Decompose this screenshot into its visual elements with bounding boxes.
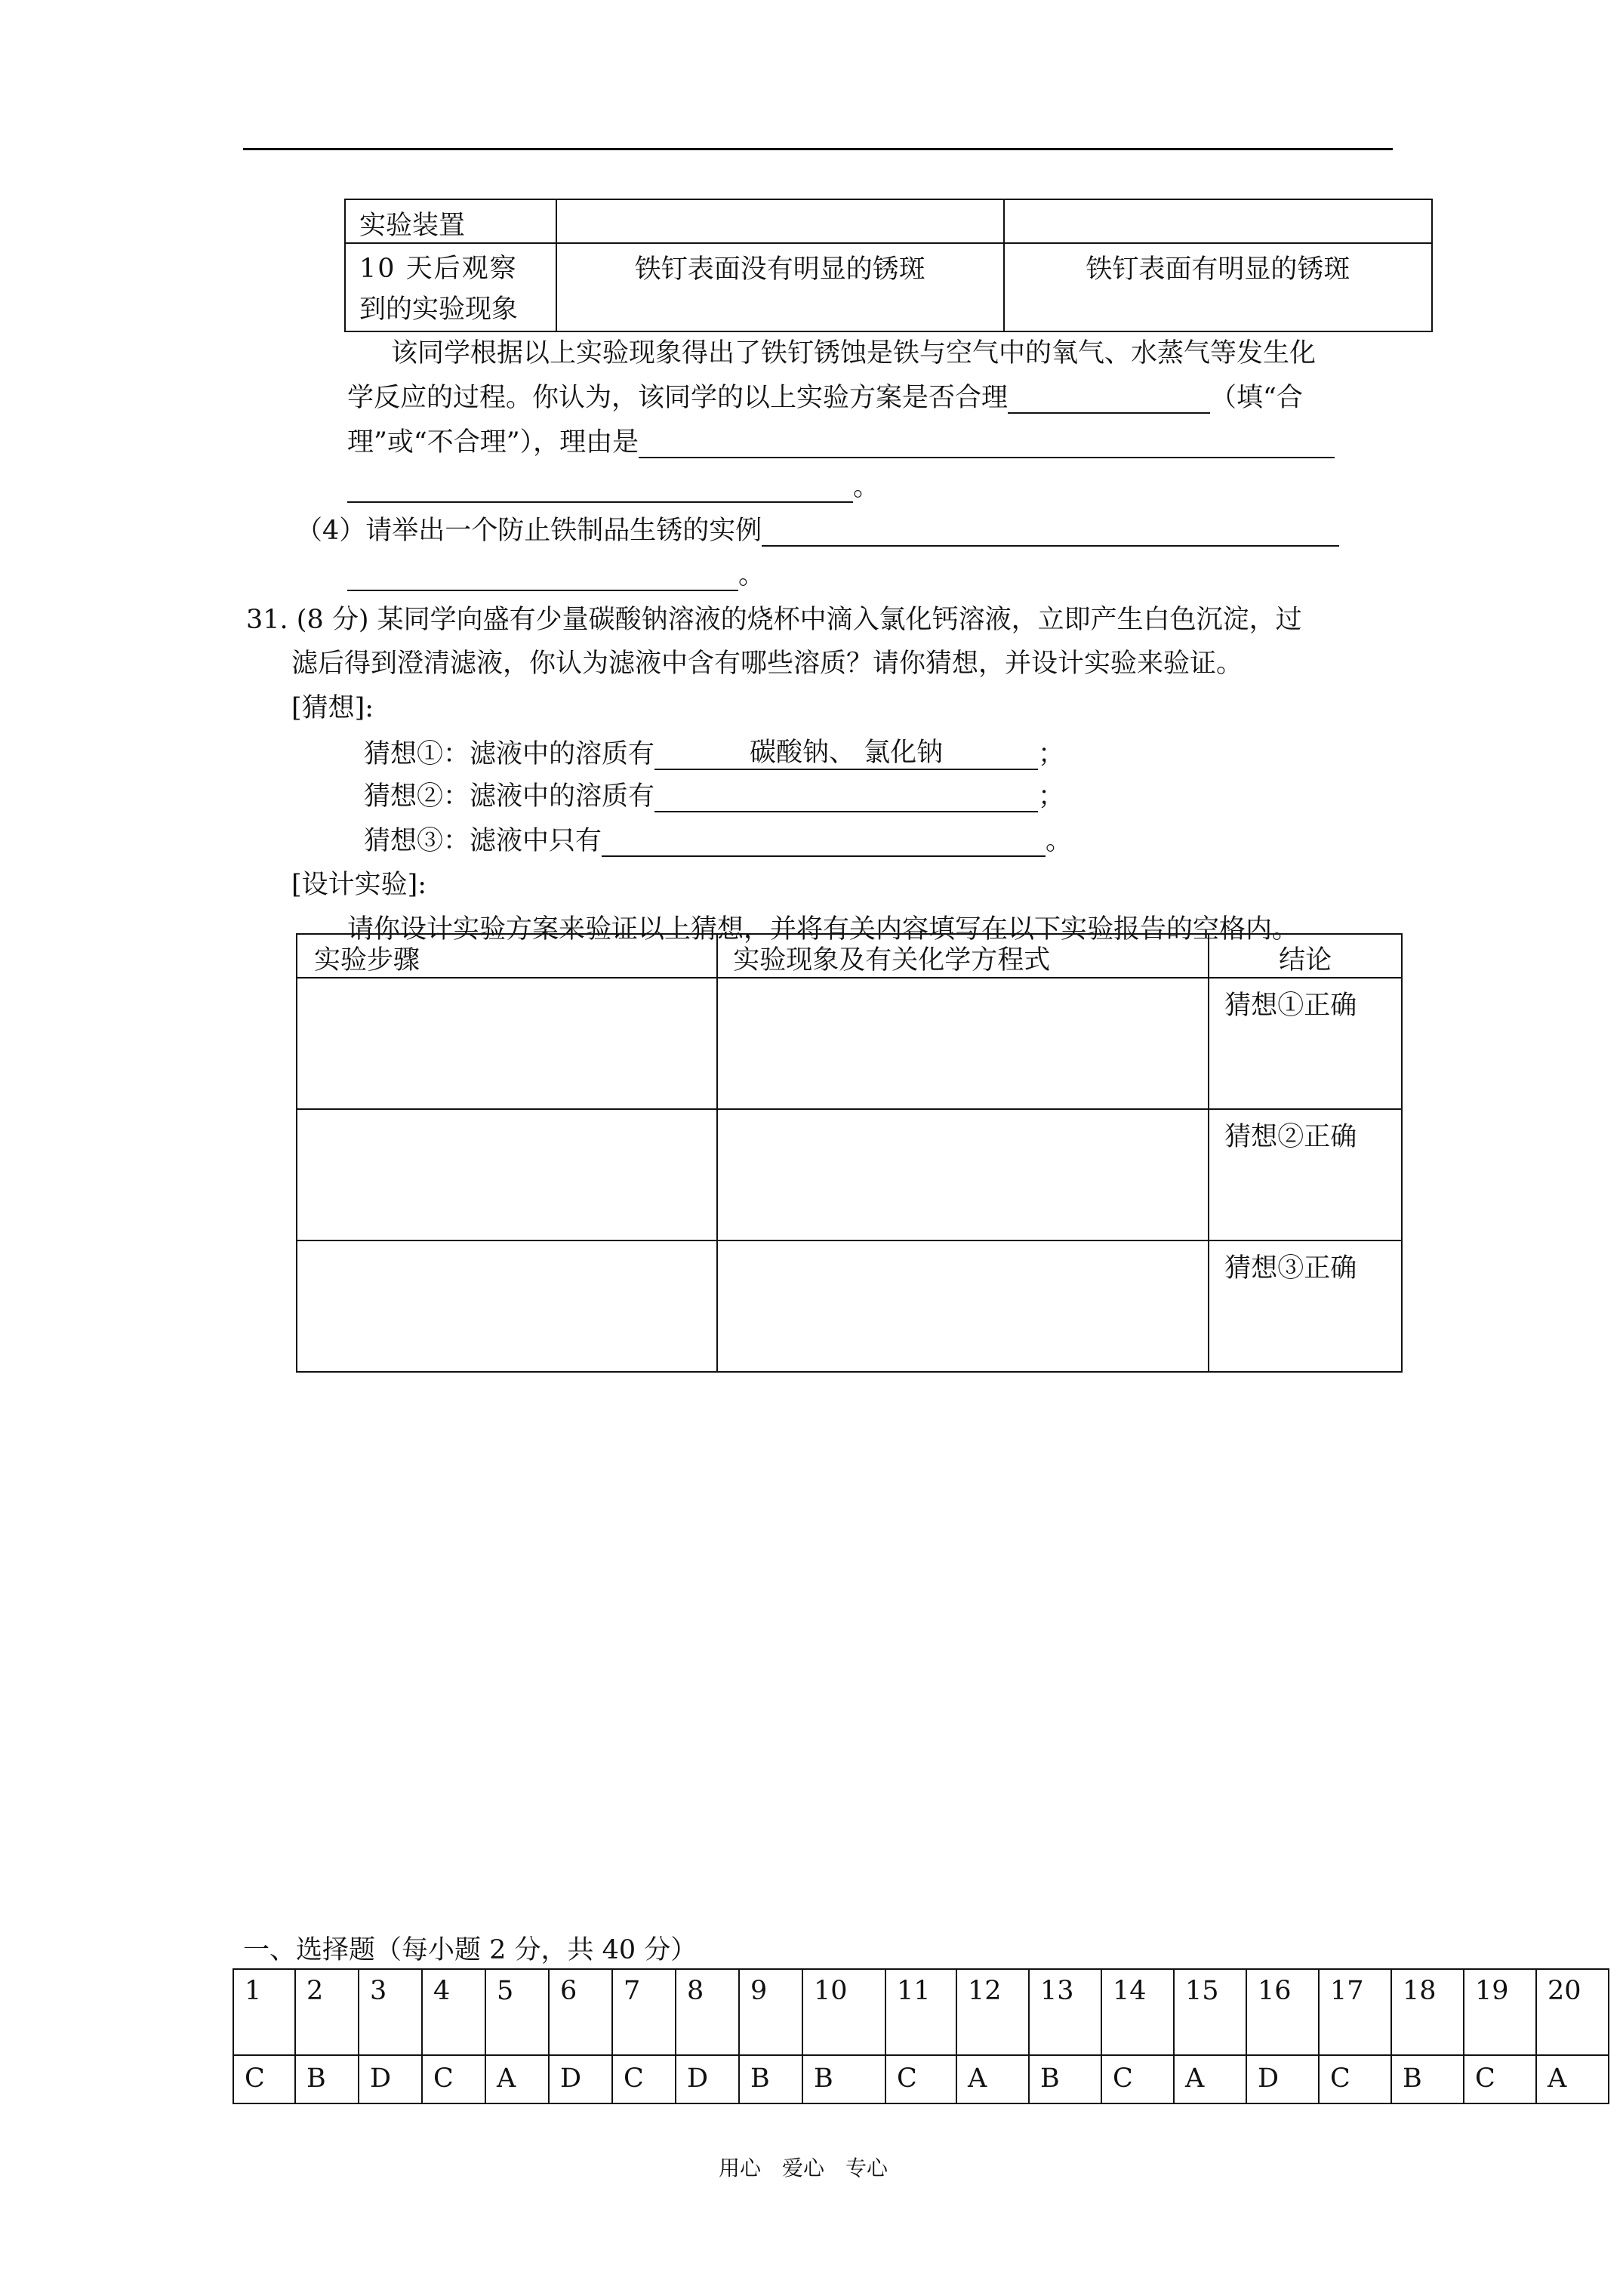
guess-heading: [猜想]: xyxy=(291,693,374,723)
observation-result-b: 铁钉表面有明显的锈斑 xyxy=(1004,243,1432,331)
answer-number-cell: 16 xyxy=(1246,1969,1319,2055)
report-steps-1[interactable] xyxy=(297,978,717,1109)
guess-1: 猜想①：滤液中的溶质有 碳酸钠、 氯化钠 ； xyxy=(364,738,1065,769)
rust-prevention-blank[interactable] xyxy=(762,516,1339,547)
answer-letter-cell: B xyxy=(802,2055,885,2103)
answer-letter-cell: A xyxy=(485,2055,549,2103)
observation-result-a: 铁钉表面没有明显的锈斑 xyxy=(556,243,1004,331)
q30-3-line3: 理”或“不合理”），理由是 xyxy=(347,427,1335,458)
q31-line2: 滤后得到澄清滤液，你认为滤液中含有哪些溶质？请你猜想，并设计实验来验证。 xyxy=(291,649,1243,679)
answer-letter-cell: C xyxy=(612,2055,676,2103)
page-footer: 用心 爱心 专心 xyxy=(719,2156,888,2180)
answer-number-cell: 5 xyxy=(485,1969,549,2055)
answer-number-cell: 6 xyxy=(549,1969,612,2055)
answer-letter-cell: B xyxy=(295,2055,359,2103)
reason-blank[interactable] xyxy=(639,428,1335,458)
reason-blank-cont[interactable] xyxy=(347,473,853,503)
answer-letter-cell: A xyxy=(1174,2055,1246,2103)
answer-number-cell: 18 xyxy=(1391,1969,1464,2055)
answer-letter-cell: A xyxy=(956,2055,1029,2103)
report-header-phenomena: 实验现象及有关化学方程式 xyxy=(717,934,1209,978)
answer-letter-cell: C xyxy=(1319,2055,1391,2103)
report-conclusion-2: 猜想②正确 xyxy=(1209,1109,1402,1240)
answer-number-cell: 7 xyxy=(612,1969,676,2055)
answer-number-cell: 17 xyxy=(1319,1969,1391,2055)
guess-3-blank[interactable] xyxy=(602,827,1046,857)
apparatus-cell-b xyxy=(1004,199,1432,243)
answer-letter-cell: D xyxy=(1246,2055,1319,2103)
answer-key-table xyxy=(233,1968,1609,2104)
answer-letter-cell: C xyxy=(422,2055,485,2103)
answer-number-cell: 3 xyxy=(359,1969,422,2055)
answer-letter-cell: B xyxy=(739,2055,802,2103)
q31-line1: 31. (8 分) 某同学向盛有少量碳酸钠溶液的烧杯中滴入氯化钙溶液，立即产生白色沉淀，过 xyxy=(246,605,1302,635)
reasonable-blank[interactable] xyxy=(1008,384,1210,414)
report-conclusion-3: 猜想③正确 xyxy=(1209,1240,1402,1372)
answer-letter-cell: B xyxy=(1391,2055,1464,2103)
report-phenomena-2[interactable] xyxy=(717,1109,1209,1240)
apparatus-label: 实验装置 xyxy=(345,199,556,243)
apparatus-cell-a xyxy=(556,199,1004,243)
report-header-steps: 实验步骤 xyxy=(297,934,717,978)
report-phenomena-3[interactable] xyxy=(717,1240,1209,1372)
header-rule xyxy=(243,148,1393,150)
answer-letter-cell: C xyxy=(1464,2055,1536,2103)
answer-number-cell: 9 xyxy=(739,1969,802,2055)
report-phenomena-1[interactable] xyxy=(717,978,1209,1109)
answer-letter-cell: C xyxy=(885,2055,956,2103)
answer-letter-cell: C xyxy=(1101,2055,1174,2103)
q30-3-line1: 该同学根据以上实验现象得出了铁钉锈蚀是铁与空气中的氧气、水蒸气等发生化 xyxy=(391,338,1317,368)
guess-1-answer[interactable]: 碳酸钠、 氯化钠 xyxy=(654,737,1038,770)
answer-letter-cell: C xyxy=(233,2055,295,2103)
answer-number-cell: 19 xyxy=(1464,1969,1536,2055)
answer-number-cell: 20 xyxy=(1536,1969,1609,2055)
report-header-conclusion: 结论 xyxy=(1209,934,1402,978)
answer-number-cell: 12 xyxy=(956,1969,1029,2055)
report-conclusion-1: 猜想①正确 xyxy=(1209,978,1402,1109)
answer-letter-cell: D xyxy=(359,2055,422,2103)
design-heading: [设计实验]: xyxy=(291,870,427,900)
answer-letter-cell: B xyxy=(1029,2055,1101,2103)
q30-3-line4: 。 xyxy=(347,471,879,503)
answer-number-cell: 15 xyxy=(1174,1969,1246,2055)
answer-number-cell: 2 xyxy=(295,1969,359,2055)
answer-number-cell: 10 xyxy=(802,1969,885,2055)
experiment-table xyxy=(344,199,1433,332)
guess-2-blank[interactable] xyxy=(654,782,1038,812)
report-steps-3[interactable] xyxy=(297,1240,717,1372)
answer-letter-cell: D xyxy=(549,2055,612,2103)
report-table xyxy=(296,933,1403,1373)
design-intro: 请你设计实验方案来验证以上猜想，并将有关内容填写在以下实验报告的空格内。 xyxy=(347,914,1299,945)
answer-number-cell: 8 xyxy=(676,1969,739,2055)
rust-prevention-blank-cont[interactable] xyxy=(347,561,738,591)
q30-4-line2: 。 xyxy=(347,559,765,591)
answer-number-cell: 13 xyxy=(1029,1969,1101,2055)
answer-number-cell: 4 xyxy=(422,1969,485,2055)
answer-number-cell: 1 xyxy=(233,1969,295,2055)
answer-letter-cell: D xyxy=(676,2055,739,2103)
q30-4-line1: （4）请举出一个防止铁制品生锈的实例 xyxy=(296,515,1339,547)
answer-number-cell: 14 xyxy=(1101,1969,1174,2055)
guess-3: 猜想③：滤液中只有 。 xyxy=(364,826,1073,856)
observation-label: 10 天后观察 到的实验现象 xyxy=(345,243,556,331)
report-steps-2[interactable] xyxy=(297,1109,717,1240)
answer-letter-cell: A xyxy=(1536,2055,1609,2103)
guess-2: 猜想②：滤液中的溶质有 ； xyxy=(364,781,1065,812)
q30-3-line2: 学反应的过程。你认为，该同学的以上实验方案是否合理 （填“合 xyxy=(347,383,1303,413)
answer-key-title: 一、选择题（每小题 2 分，共 40 分） xyxy=(243,1935,698,1965)
answer-number-cell: 11 xyxy=(885,1969,956,2055)
